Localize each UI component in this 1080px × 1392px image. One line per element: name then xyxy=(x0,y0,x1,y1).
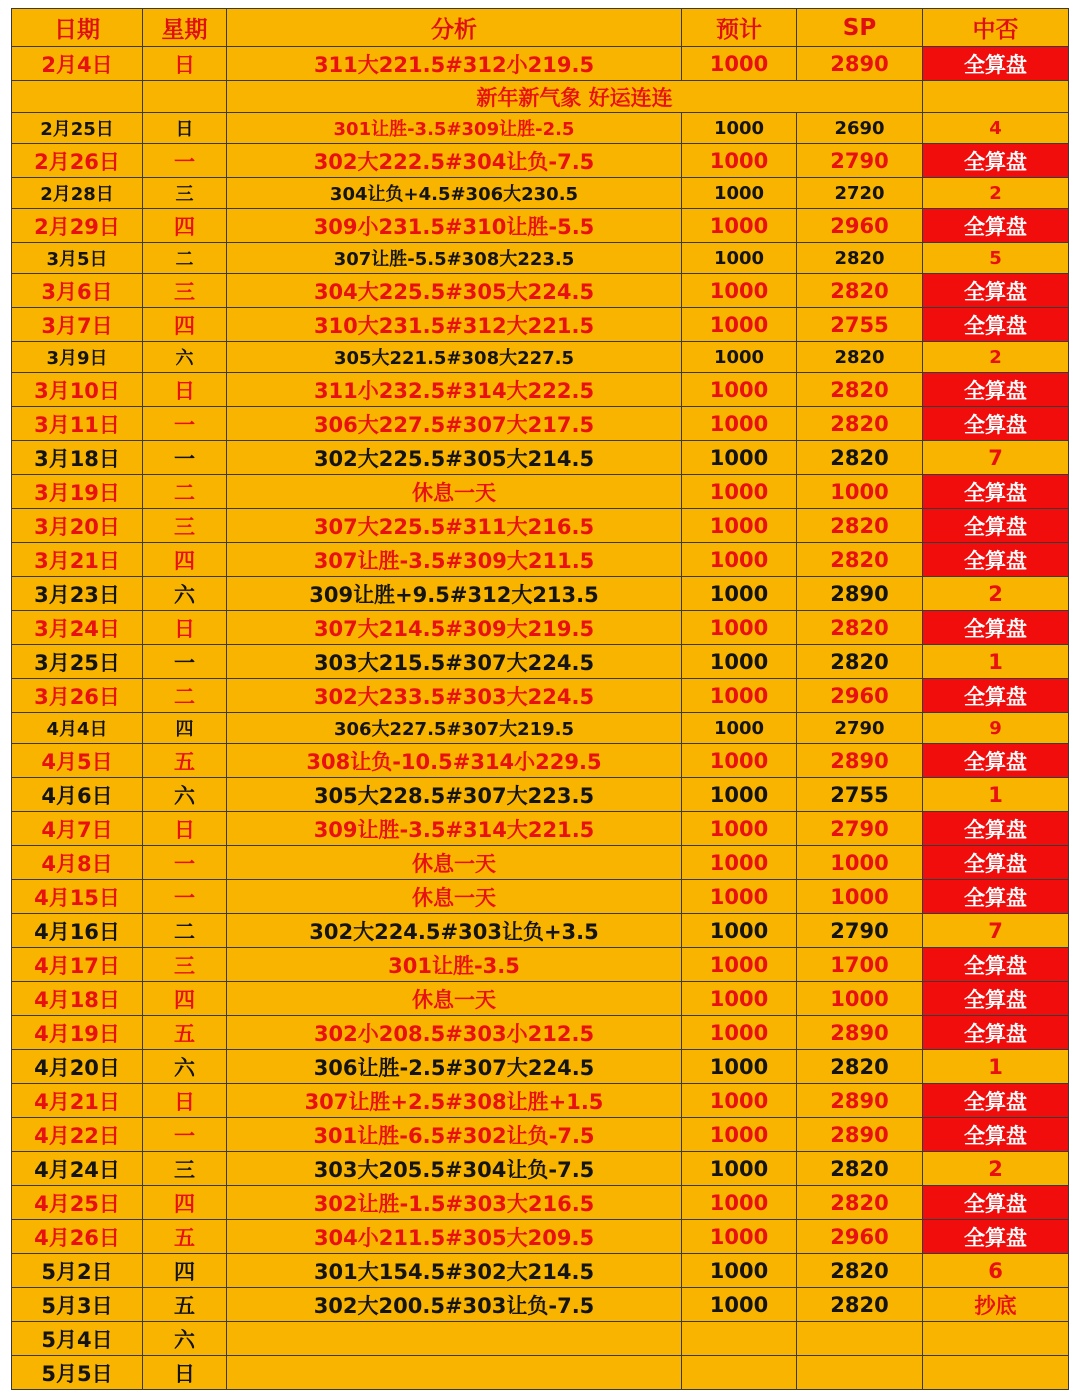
table-row xyxy=(12,1356,1069,1390)
row-result: 6 xyxy=(923,1254,1069,1288)
table-row xyxy=(12,308,1069,342)
row-result: 2 xyxy=(923,178,1069,209)
row-analysis: 休息一天 xyxy=(227,880,682,914)
header-date: 日期 xyxy=(12,9,143,47)
row-weekday: 三 xyxy=(143,1152,227,1186)
row-result: 全算盘 xyxy=(923,880,1069,914)
row-result: 2 xyxy=(923,577,1069,611)
table-header xyxy=(12,9,1069,47)
row-result: 5 xyxy=(923,243,1069,274)
row-analysis: 307让胜+2.5#308让胜+1.5 xyxy=(227,1084,682,1118)
row-estimate: 1000 xyxy=(682,1118,797,1152)
row-analysis: 309小231.5#310让胜-5.5 xyxy=(227,209,682,243)
row-estimate: 1000 xyxy=(682,47,797,81)
row-weekday: 四 xyxy=(143,1254,227,1288)
row-analysis: 303大215.5#307大224.5 xyxy=(227,645,682,679)
row-sp: 2820 xyxy=(797,243,923,274)
row-result: 全算盘 xyxy=(923,373,1069,407)
row-date: 4月19日 xyxy=(12,1016,143,1050)
table-row xyxy=(12,1016,1069,1050)
row-estimate: 1000 xyxy=(682,509,797,543)
table-row xyxy=(12,1050,1069,1084)
row-analysis: 307让胜-3.5#309大211.5 xyxy=(227,543,682,577)
row-weekday: 日 xyxy=(143,113,227,144)
row-sp: 2820 xyxy=(797,407,923,441)
table-row xyxy=(12,948,1069,982)
row-result: 4 xyxy=(923,113,1069,144)
row-weekday: 三 xyxy=(143,178,227,209)
row-result: 全算盘 xyxy=(923,1186,1069,1220)
row-date: 4月21日 xyxy=(12,1084,143,1118)
row-sp: 2890 xyxy=(797,1084,923,1118)
header-sp: SP xyxy=(797,9,923,47)
row-estimate: 1000 xyxy=(682,577,797,611)
table-row xyxy=(12,209,1069,243)
row-sp xyxy=(797,1356,923,1390)
row-date: 2月4日 xyxy=(12,47,143,81)
row-sp: 1000 xyxy=(797,846,923,880)
row-result: 全算盘 xyxy=(923,509,1069,543)
table-row xyxy=(12,577,1069,611)
row-weekday: 二 xyxy=(143,243,227,274)
row-weekday: 二 xyxy=(143,475,227,509)
row-estimate: 1000 xyxy=(682,611,797,645)
row-date: 4月16日 xyxy=(12,914,143,948)
row-date: 4月24日 xyxy=(12,1152,143,1186)
row-analysis: 306大227.5#307大219.5 xyxy=(227,713,682,744)
row-date: 5月3日 xyxy=(12,1288,143,1322)
table-row xyxy=(12,1084,1069,1118)
table-row xyxy=(12,713,1069,744)
row-analysis: 309让胜+9.5#312大213.5 xyxy=(227,577,682,611)
row-weekday: 一 xyxy=(143,846,227,880)
row-result: 1 xyxy=(923,1050,1069,1084)
table-row xyxy=(12,1288,1069,1322)
row-result: 全算盘 xyxy=(923,948,1069,982)
row-weekday: 日 xyxy=(143,1084,227,1118)
table-row xyxy=(12,1186,1069,1220)
row-analysis: 302小208.5#303小212.5 xyxy=(227,1016,682,1050)
row-estimate: 1000 xyxy=(682,948,797,982)
row-estimate: 1000 xyxy=(682,308,797,342)
row-estimate: 1000 xyxy=(682,178,797,209)
row-sp: 2790 xyxy=(797,713,923,744)
row-weekday: 五 xyxy=(143,1288,227,1322)
row-estimate xyxy=(682,1322,797,1356)
results-table xyxy=(11,8,1069,1390)
row-date: 3月6日 xyxy=(12,274,143,308)
table-row xyxy=(12,611,1069,645)
row-analysis: 302大224.5#303让负+3.5 xyxy=(227,914,682,948)
row-weekday: 四 xyxy=(143,308,227,342)
row-analysis: 休息一天 xyxy=(227,846,682,880)
row-date: 4月5日 xyxy=(12,744,143,778)
table-row xyxy=(12,778,1069,812)
table-row xyxy=(12,243,1069,274)
row-date: 2月29日 xyxy=(12,209,143,243)
row-sp: 2790 xyxy=(797,144,923,178)
row-sp: 2720 xyxy=(797,178,923,209)
row-date: 4月6日 xyxy=(12,778,143,812)
row-sp: 1000 xyxy=(797,880,923,914)
row-analysis: 305大221.5#308大227.5 xyxy=(227,342,682,373)
row-date: 4月4日 xyxy=(12,713,143,744)
row-estimate: 1000 xyxy=(682,113,797,144)
row-weekday: 日 xyxy=(143,611,227,645)
row-analysis: 302大222.5#304让负-7.5 xyxy=(227,144,682,178)
row-weekday: 二 xyxy=(143,914,227,948)
row-result: 全算盘 xyxy=(923,274,1069,308)
row-date: 3月21日 xyxy=(12,543,143,577)
row-date: 2月26日 xyxy=(12,144,143,178)
row-result: 1 xyxy=(923,645,1069,679)
row-date: 3月9日 xyxy=(12,342,143,373)
row-estimate xyxy=(682,1356,797,1390)
row-analysis: 306大227.5#307大217.5 xyxy=(227,407,682,441)
row-weekday: 一 xyxy=(143,144,227,178)
row-weekday: 一 xyxy=(143,645,227,679)
row-estimate: 1000 xyxy=(682,846,797,880)
row-weekday: 日 xyxy=(143,1356,227,1390)
row-estimate: 1000 xyxy=(682,144,797,178)
row-result: 2 xyxy=(923,1152,1069,1186)
row-estimate: 1000 xyxy=(682,1220,797,1254)
row-estimate: 1000 xyxy=(682,778,797,812)
table-row xyxy=(12,407,1069,441)
table-row xyxy=(12,982,1069,1016)
row-sp: 2755 xyxy=(797,308,923,342)
row-result: 全算盘 xyxy=(923,1084,1069,1118)
row-weekday: 四 xyxy=(143,1186,227,1220)
row-weekday: 三 xyxy=(143,274,227,308)
row-result: 2 xyxy=(923,342,1069,373)
header-estimate: 预计 xyxy=(682,9,797,47)
table-row xyxy=(12,441,1069,475)
row-sp: 2755 xyxy=(797,778,923,812)
row-weekday: 三 xyxy=(143,948,227,982)
row-result xyxy=(923,1322,1069,1356)
row-date: 3月23日 xyxy=(12,577,143,611)
row-result: 全算盘 xyxy=(923,47,1069,81)
row-estimate: 1000 xyxy=(682,679,797,713)
row-estimate: 1000 xyxy=(682,342,797,373)
banner-row xyxy=(12,81,1069,113)
row-estimate: 1000 xyxy=(682,209,797,243)
row-analysis: 306让胜-2.5#307大224.5 xyxy=(227,1050,682,1084)
row-result: 全算盘 xyxy=(923,543,1069,577)
row-analysis: 休息一天 xyxy=(227,475,682,509)
row-estimate: 1000 xyxy=(682,441,797,475)
row-sp: 2820 xyxy=(797,1254,923,1288)
row-result: 9 xyxy=(923,713,1069,744)
row-sp: 2820 xyxy=(797,509,923,543)
row-sp: 2820 xyxy=(797,611,923,645)
row-sp: 2820 xyxy=(797,645,923,679)
row-result: 抄底 xyxy=(923,1288,1069,1322)
banner-empty-date xyxy=(12,81,143,113)
row-sp: 2890 xyxy=(797,744,923,778)
header-result: 中否 xyxy=(923,9,1069,47)
row-weekday: 四 xyxy=(143,982,227,1016)
table-row xyxy=(12,1118,1069,1152)
row-analysis: 休息一天 xyxy=(227,982,682,1016)
row-date: 4月15日 xyxy=(12,880,143,914)
row-sp: 2960 xyxy=(797,209,923,243)
row-estimate: 1000 xyxy=(682,1288,797,1322)
row-sp xyxy=(797,1322,923,1356)
row-result: 全算盘 xyxy=(923,812,1069,846)
row-analysis: 304小211.5#305大209.5 xyxy=(227,1220,682,1254)
row-date: 3月11日 xyxy=(12,407,143,441)
row-date: 3月20日 xyxy=(12,509,143,543)
row-sp: 2960 xyxy=(797,1220,923,1254)
row-weekday: 一 xyxy=(143,441,227,475)
row-result: 1 xyxy=(923,778,1069,812)
row-analysis: 301让胜-6.5#302让负-7.5 xyxy=(227,1118,682,1152)
row-weekday: 六 xyxy=(143,1050,227,1084)
row-date: 3月7日 xyxy=(12,308,143,342)
row-sp: 1000 xyxy=(797,982,923,1016)
row-date: 5月2日 xyxy=(12,1254,143,1288)
row-date: 2月25日 xyxy=(12,113,143,144)
row-date: 3月24日 xyxy=(12,611,143,645)
row-sp: 2890 xyxy=(797,47,923,81)
row-date: 4月8日 xyxy=(12,846,143,880)
row-date: 3月18日 xyxy=(12,441,143,475)
row-weekday: 三 xyxy=(143,509,227,543)
row-estimate: 1000 xyxy=(682,1254,797,1288)
row-sp: 2820 xyxy=(797,342,923,373)
row-estimate: 1000 xyxy=(682,475,797,509)
row-sp: 2820 xyxy=(797,543,923,577)
row-weekday: 五 xyxy=(143,1220,227,1254)
row-analysis: 308让负-10.5#314小229.5 xyxy=(227,744,682,778)
row-date: 3月26日 xyxy=(12,679,143,713)
row-analysis: 301让胜-3.5 xyxy=(227,948,682,982)
row-analysis: 302大225.5#305大214.5 xyxy=(227,441,682,475)
table-row xyxy=(12,342,1069,373)
table-row xyxy=(12,373,1069,407)
row-estimate: 1000 xyxy=(682,744,797,778)
row-result xyxy=(923,1356,1069,1390)
table-row xyxy=(12,144,1069,178)
row-weekday: 日 xyxy=(143,812,227,846)
table-row xyxy=(12,1152,1069,1186)
row-analysis: 302大200.5#303让负-7.5 xyxy=(227,1288,682,1322)
row-estimate: 1000 xyxy=(682,373,797,407)
row-weekday: 日 xyxy=(143,373,227,407)
row-estimate: 1000 xyxy=(682,274,797,308)
row-date: 4月18日 xyxy=(12,982,143,1016)
row-weekday: 五 xyxy=(143,1016,227,1050)
row-result: 全算盘 xyxy=(923,679,1069,713)
row-analysis xyxy=(227,1356,682,1390)
row-analysis: 309让胜-3.5#314大221.5 xyxy=(227,812,682,846)
table-row xyxy=(12,113,1069,144)
row-sp: 2820 xyxy=(797,373,923,407)
header-weekday: 星期 xyxy=(143,9,227,47)
row-date: 4月25日 xyxy=(12,1186,143,1220)
banner-empty-weekday xyxy=(143,81,227,113)
row-estimate: 1000 xyxy=(682,880,797,914)
row-weekday: 一 xyxy=(143,1118,227,1152)
row-result: 全算盘 xyxy=(923,308,1069,342)
row-weekday: 四 xyxy=(143,209,227,243)
row-analysis: 311大221.5#312小219.5 xyxy=(227,47,682,81)
row-analysis: 307大225.5#311大216.5 xyxy=(227,509,682,543)
row-weekday: 六 xyxy=(143,342,227,373)
row-sp: 2790 xyxy=(797,914,923,948)
row-date: 4月22日 xyxy=(12,1118,143,1152)
table-row xyxy=(12,1322,1069,1356)
row-analysis: 301让胜-3.5#309让胜-2.5 xyxy=(227,113,682,144)
row-sp: 2820 xyxy=(797,274,923,308)
table-body xyxy=(12,47,1069,1390)
row-weekday: 六 xyxy=(143,577,227,611)
row-estimate: 1000 xyxy=(682,982,797,1016)
row-analysis: 302让胜-1.5#303大216.5 xyxy=(227,1186,682,1220)
row-sp: 2790 xyxy=(797,812,923,846)
row-date: 3月19日 xyxy=(12,475,143,509)
row-weekday: 一 xyxy=(143,880,227,914)
row-date: 3月10日 xyxy=(12,373,143,407)
row-analysis: 307大214.5#309大219.5 xyxy=(227,611,682,645)
row-weekday: 六 xyxy=(143,1322,227,1356)
row-weekday: 四 xyxy=(143,713,227,744)
row-result: 全算盘 xyxy=(923,144,1069,178)
row-date: 4月7日 xyxy=(12,812,143,846)
row-estimate: 1000 xyxy=(682,1016,797,1050)
row-sp: 2820 xyxy=(797,1152,923,1186)
table-row xyxy=(12,846,1069,880)
row-estimate: 1000 xyxy=(682,1152,797,1186)
row-estimate: 1000 xyxy=(682,914,797,948)
row-sp: 2960 xyxy=(797,679,923,713)
row-sp: 2820 xyxy=(797,1288,923,1322)
row-result: 全算盘 xyxy=(923,209,1069,243)
row-weekday: 四 xyxy=(143,543,227,577)
row-result: 全算盘 xyxy=(923,1118,1069,1152)
table-row xyxy=(12,914,1069,948)
row-weekday: 二 xyxy=(143,679,227,713)
row-result: 全算盘 xyxy=(923,744,1069,778)
table-row xyxy=(12,1254,1069,1288)
banner-text: 新年新气象 好运连连 xyxy=(227,81,923,113)
row-analysis: 311小232.5#314大222.5 xyxy=(227,373,682,407)
row-result: 全算盘 xyxy=(923,1220,1069,1254)
row-date: 2月28日 xyxy=(12,178,143,209)
row-weekday: 一 xyxy=(143,407,227,441)
table-row xyxy=(12,645,1069,679)
row-analysis: 304让负+4.5#306大230.5 xyxy=(227,178,682,209)
table-row xyxy=(12,744,1069,778)
row-date: 5月5日 xyxy=(12,1356,143,1390)
row-sp: 1000 xyxy=(797,475,923,509)
table-row xyxy=(12,274,1069,308)
row-result: 全算盘 xyxy=(923,407,1069,441)
table-row xyxy=(12,475,1069,509)
row-sp: 2890 xyxy=(797,577,923,611)
table-row xyxy=(12,543,1069,577)
row-sp: 2890 xyxy=(797,1118,923,1152)
table-row xyxy=(12,509,1069,543)
row-date: 3月25日 xyxy=(12,645,143,679)
row-estimate: 1000 xyxy=(682,543,797,577)
table-row xyxy=(12,47,1069,81)
row-sp: 2820 xyxy=(797,441,923,475)
row-analysis: 301大154.5#302大214.5 xyxy=(227,1254,682,1288)
table-row xyxy=(12,1220,1069,1254)
row-estimate: 1000 xyxy=(682,812,797,846)
row-date: 3月5日 xyxy=(12,243,143,274)
row-weekday: 日 xyxy=(143,47,227,81)
row-weekday: 五 xyxy=(143,744,227,778)
row-estimate: 1000 xyxy=(682,243,797,274)
row-analysis: 303大205.5#304让负-7.5 xyxy=(227,1152,682,1186)
row-estimate: 1000 xyxy=(682,713,797,744)
row-estimate: 1000 xyxy=(682,645,797,679)
banner-empty-result xyxy=(923,81,1069,113)
row-weekday: 六 xyxy=(143,778,227,812)
row-analysis: 302大233.5#303大224.5 xyxy=(227,679,682,713)
results-sheet xyxy=(11,8,1068,1390)
row-analysis: 310大231.5#312大221.5 xyxy=(227,308,682,342)
row-sp: 2820 xyxy=(797,1186,923,1220)
row-estimate: 1000 xyxy=(682,1050,797,1084)
row-date: 4月26日 xyxy=(12,1220,143,1254)
row-sp: 2890 xyxy=(797,1016,923,1050)
row-result: 全算盘 xyxy=(923,611,1069,645)
row-estimate: 1000 xyxy=(682,1186,797,1220)
row-sp: 2820 xyxy=(797,1050,923,1084)
row-date: 4月17日 xyxy=(12,948,143,982)
row-analysis: 305大228.5#307大223.5 xyxy=(227,778,682,812)
row-result: 全算盘 xyxy=(923,475,1069,509)
row-result: 7 xyxy=(923,914,1069,948)
table-row xyxy=(12,679,1069,713)
row-result: 7 xyxy=(923,441,1069,475)
row-analysis: 304大225.5#305大224.5 xyxy=(227,274,682,308)
row-estimate: 1000 xyxy=(682,1084,797,1118)
row-date: 5月4日 xyxy=(12,1322,143,1356)
header-analysis: 分析 xyxy=(227,9,682,47)
row-estimate: 1000 xyxy=(682,407,797,441)
row-date: 4月20日 xyxy=(12,1050,143,1084)
row-sp: 1700 xyxy=(797,948,923,982)
table-row xyxy=(12,812,1069,846)
row-analysis xyxy=(227,1322,682,1356)
row-result: 全算盘 xyxy=(923,846,1069,880)
row-result: 全算盘 xyxy=(923,982,1069,1016)
table-row xyxy=(12,880,1069,914)
table-row xyxy=(12,178,1069,209)
row-sp: 2690 xyxy=(797,113,923,144)
row-result: 全算盘 xyxy=(923,1016,1069,1050)
row-analysis: 307让胜-5.5#308大223.5 xyxy=(227,243,682,274)
